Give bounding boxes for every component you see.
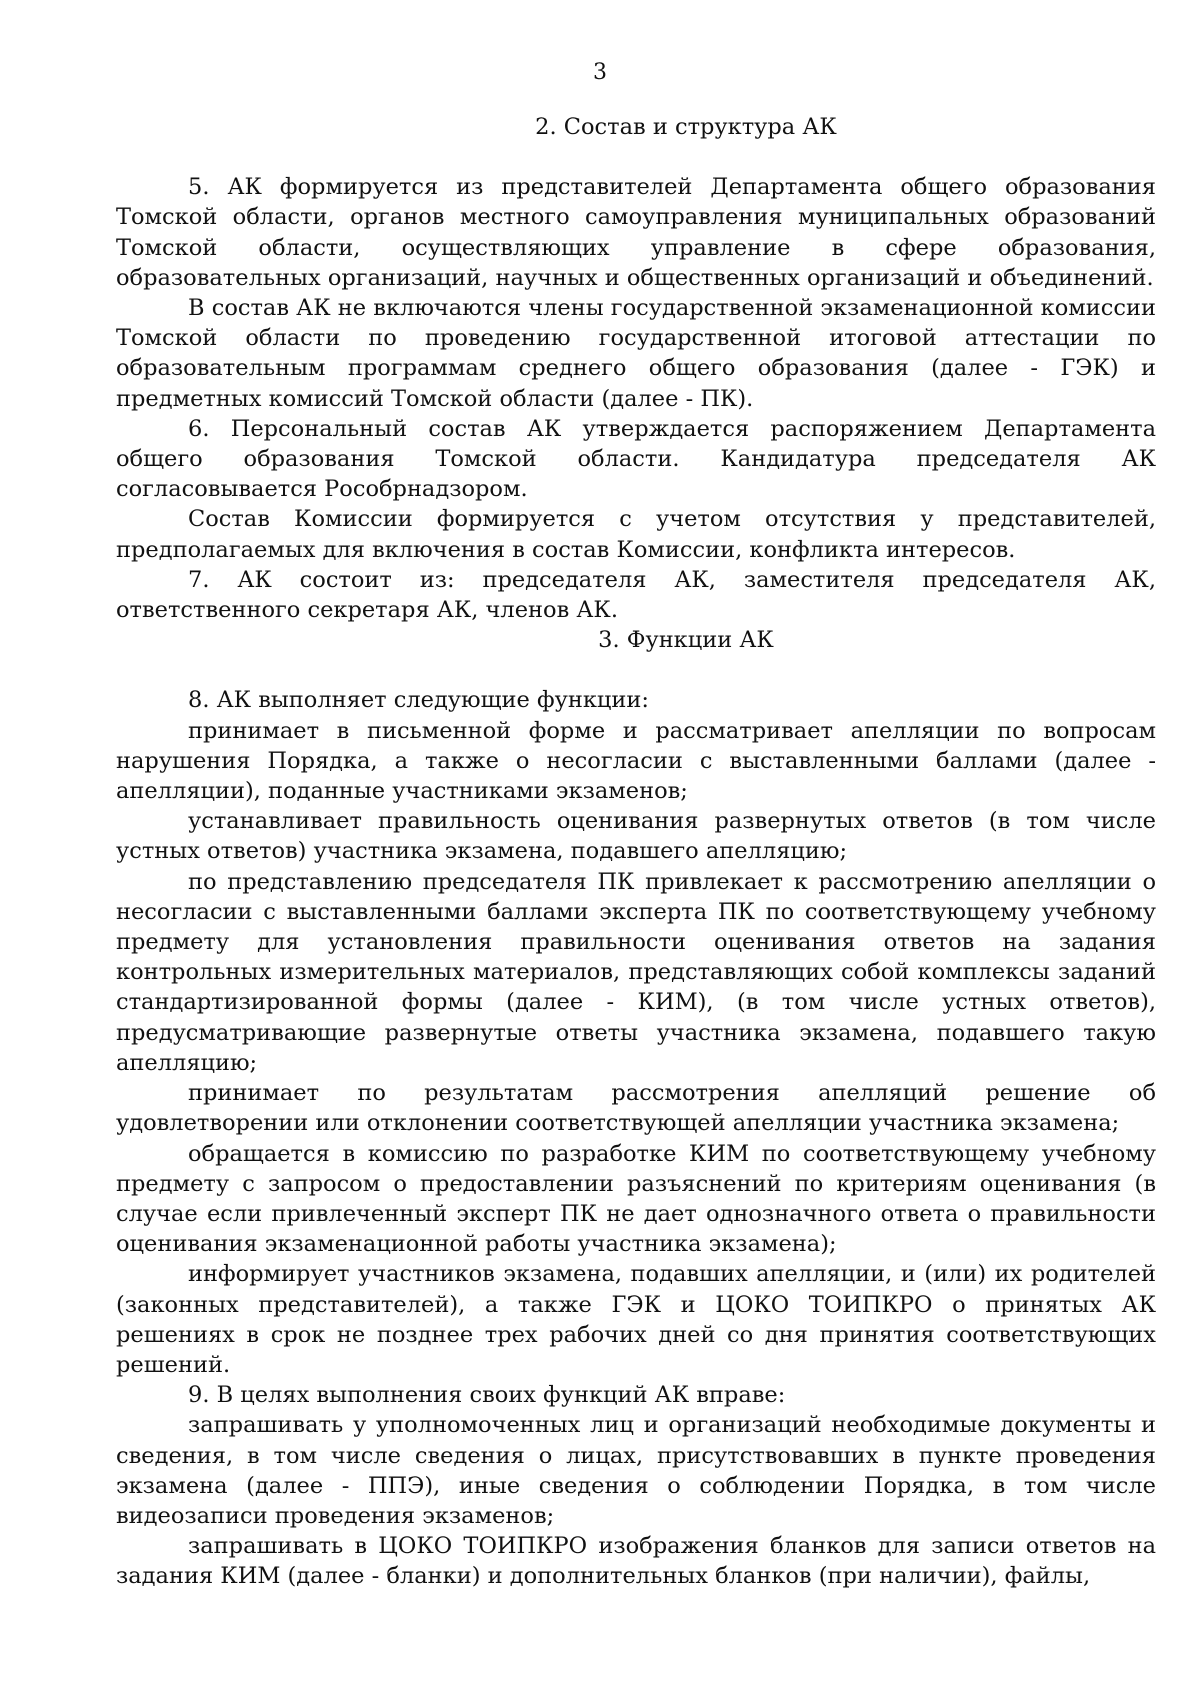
paragraph: устанавливает правильность оценивания развернутых ответов (в том числе устных ответов) участника экзамена, подавшего апелляцию; <box>116 808 1156 865</box>
paragraph: по представлению председателя ПК привлекает к рассмотрению апелляции о несогласии с выставленными баллами эксперта ПК по соответствующему учебному предмету для установления правильности оценивания ответов на задания контрольных измерительных материалов, представляющих собой комплексы заданий стандартизированной формы (далее - КИМ), (в том числе устных ответов), предусматривающие развернутые ответы участника экзамена, подавшего такую апелляцию; <box>116 868 1156 1076</box>
document-body <box>116 112 1156 1592</box>
paragraph: принимает по результатам рассмотрения апелляций решение об удовлетворении или отклонении соответствующей апелляции участника экзамена; <box>116 1080 1156 1137</box>
section-2-heading: 2. Состав и структура АК <box>535 114 837 140</box>
paragraph: обращается в комиссию по разработке КИМ по соответствующему учебному предмету с запросом о предоставлении разъяснений по критериям оценивания (в случае если привлеченный эксперт ПК не дает однозначного ответа о правильности оценивания экзаменационной работы участника экзамена); <box>116 1140 1156 1258</box>
paragraph: информирует участников экзамена, подавших апелляции, и (или) их родителей (законных представителей), а также ГЭК и ЦОКО ТОИПКРО о принятых АК решениях в срок не позднее трех рабочих дней со дня принятия соответствующих решений. <box>116 1261 1156 1378</box>
paragraph: запрашивать в ЦОКО ТОИПКРО изображения бланков для записи ответов на задания КИМ (далее - бланки) и дополнительных бланков (при наличии), файлы, <box>116 1533 1156 1590</box>
paragraph: 7. АК состоит из: председателя АК, заместителя председателя АК, ответственного секретаря АК, членов АК. <box>116 566 1156 624</box>
page-number: 3 <box>593 60 607 85</box>
paragraph: запрашивать у уполномоченных лиц и организаций необходимые документы и сведения, в том числе сведения о лицах, присутствовавших в пункте проведения экзамена (далее - ППЭ), иные сведения о соблюдении Порядка, в том числе видеозаписи проведения экзаменов; <box>116 1412 1156 1529</box>
paragraph: 9. В целях выполнения своих функций АК вправе: <box>188 1382 786 1409</box>
paragraph: В состав АК не включаются члены государственной экзаменационной комиссии Томской области по проведению государственной итоговой аттестации по образовательным программам среднего общего образования (далее - ГЭК) и предметных комиссий Томской области (далее - ПК). <box>116 295 1156 412</box>
paragraph: 6. Персональный состав АК утверждается распоряжением Департамента общего образования Томской области. Кандидатура председателя АК согласовывается Рособрнадзором. <box>116 415 1156 503</box>
paragraph: Состав Комиссии формируется с учетом отсутствия у представителей, предполагаемых для включения в состав Комиссии, конфликта интересов. <box>116 506 1156 563</box>
paragraph: принимает в письменной форме и рассматривает апелляции по вопросам нарушения Порядка, а также о несогласии с выставленными баллами (далее - апелляции), поданные участниками экзаменов; <box>116 717 1156 805</box>
section-3-heading: 3. Функции АК <box>598 627 774 654</box>
paragraph: 5. АК формируется из представителей Департамента общего образования Томской области, органов местного самоуправления муниципальных образований Томской области, осуществляющих управление в сфере образования, образовательных организаций, научных и общественных организаций и объединений. <box>116 174 1156 291</box>
paragraph: 8. АК выполняет следующие функции: <box>188 687 649 714</box>
